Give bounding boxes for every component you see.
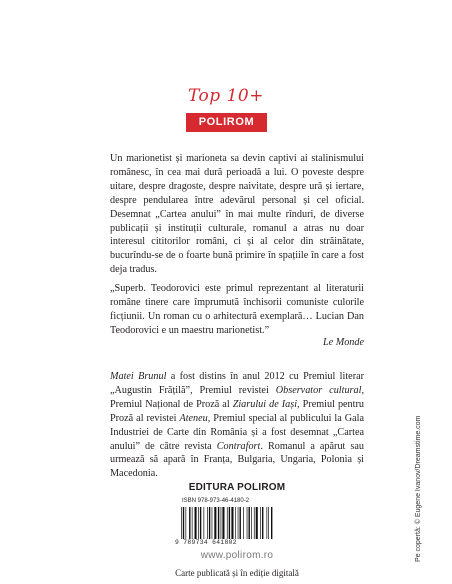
book-title: Matei Brunul xyxy=(110,371,167,382)
press-quote xyxy=(110,282,364,338)
description-paragraph: Un marionetist și marioneta sa devin captivi ai stalinismului românesc, în cea mai dură perioadă a lui. O poveste despre uitare, despre dragoste, despre naivitate, despre ură și iertare, despre pendularea între adevărul personal și cel oficial. Desemnat „Cartea anului” în mai multe rînduri, de diverse publicații și instituții culturale, romanul a atras nu doar interesul cititorilor români, ci și al celor din străinătate, bucurîndu-se de o foarte bună primire în spațiile în care a fost deja tradus. xyxy=(110,153,364,276)
magazine-observator: Observator cultural xyxy=(275,384,362,396)
awards-text-1: a fost distins în anul 2012 cu Premiul literar „Augustin Frățilă”, Premiul revistei xyxy=(110,371,365,396)
isbn-label: ISBN 978-973-46-4180-2 xyxy=(182,498,250,504)
awards-text-4: , Premiul special al publicului la Gala Industriei de Carte din România și a fost desemnat „Cartea anului” de către revista xyxy=(110,412,364,452)
magazine-ziarul: Ziarului de Iași xyxy=(232,398,298,410)
barcode-digits: 9 789734 641802 xyxy=(175,539,237,546)
awards-text-3: , Premiul pentru Proză al revistei xyxy=(110,398,364,424)
awards-text-2: , Premiul Național de Proză al xyxy=(110,384,364,410)
digital-edition-note: Carte publicată și în ediție digitală xyxy=(175,568,299,578)
top-10-logo: Top 10+ xyxy=(188,86,264,106)
quote-source: Le Monde xyxy=(322,337,364,348)
publisher-name: EDITURA POLIROM xyxy=(188,482,286,493)
awards-text-5: . Romanul a apărut sau urmează să apară în Franța, Bulgaria, Ungaria, Polonia și Macedonia. xyxy=(110,440,364,480)
magazine-ateneu: Ateneu xyxy=(179,412,208,424)
website-url: www.polirom.ro xyxy=(200,550,274,561)
awards-paragraph xyxy=(110,370,364,481)
quote-text: „Superb. Teodorovici este primul reprezentant al literaturii române tinere care împrumută închisorii comuniste culorile ficțiunii. Un roman cu o arhitectură exemplară… Lucian Dan Teodorovici e un maestru marionetist.” xyxy=(110,283,364,336)
magazine-contrafort: Contrafort xyxy=(216,440,261,452)
book-description xyxy=(110,152,364,277)
barcode-icon xyxy=(180,507,275,539)
polirom-logo-box: POLIROM xyxy=(186,113,267,132)
cover-photo-credit: Pe copertă: © Eugene Ivanov/Dreamstime.com xyxy=(415,415,422,562)
